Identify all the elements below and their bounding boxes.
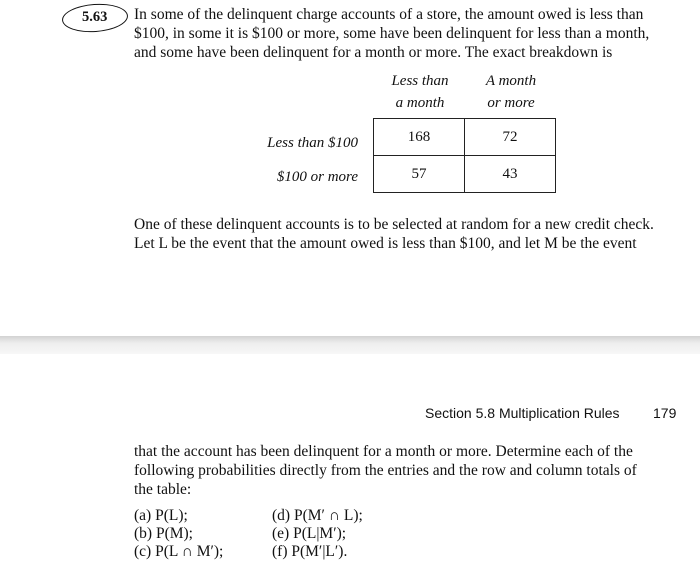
page-divider [0,336,700,354]
part-e: (e) P(L|M′); [272,525,347,542]
part-b: (b) P(M); [134,525,193,542]
intro-line-3: and some have been delinquent for a month or more. The exact breakdown is [134,44,613,61]
section-title: Section 5.8 Multiplication Rules [425,405,620,421]
intro-line-1: In some of the delinquent charge accounts of a store, the amount owed is less than [134,6,644,23]
row-label-1: Less than $100 [267,135,358,151]
col-header-1-line1: Less than [391,73,449,89]
col-header-2-line1: A month [485,73,537,89]
breakdown-table [373,118,556,193]
after-table-line-2: Let L be the event that the amount owed is less than $100, and let M be the event [134,235,637,252]
part-c: (c) P(L ∩ M′); [134,543,224,560]
intro-line-2: $100, in some it is $100 or more, some have been delinquent for less than a month, [134,25,650,42]
table-row [374,119,556,156]
part-a: (a) P(L); [134,507,188,524]
table-row [374,156,556,193]
continuation-line-3: the table: [134,481,192,498]
continuation-line-2: following probabilities directly from the entries and the row and column totals of [134,462,637,479]
col-header-2-line2: or more [487,95,535,111]
part-f: (f) P(M′|L′). [272,543,348,560]
col-header-1-line2: a month [395,95,445,111]
table-cell: 168 [374,119,465,156]
after-table-line-1: One of these delinquent accounts is to be selected at random for a new credit check. [134,216,654,233]
part-d: (d) P(M′ ∩ L); [272,507,363,524]
table-cell: 43 [465,156,556,193]
table-cell: 72 [465,119,556,156]
problem-number: 5.63 [82,9,108,25]
row-label-2: $100 or more [276,169,358,185]
table-cell: 57 [374,156,465,193]
continuation-line-1: that the account has been delinquent for a month or more. Determine each of the [134,443,633,460]
page-number: 179 [653,405,677,421]
